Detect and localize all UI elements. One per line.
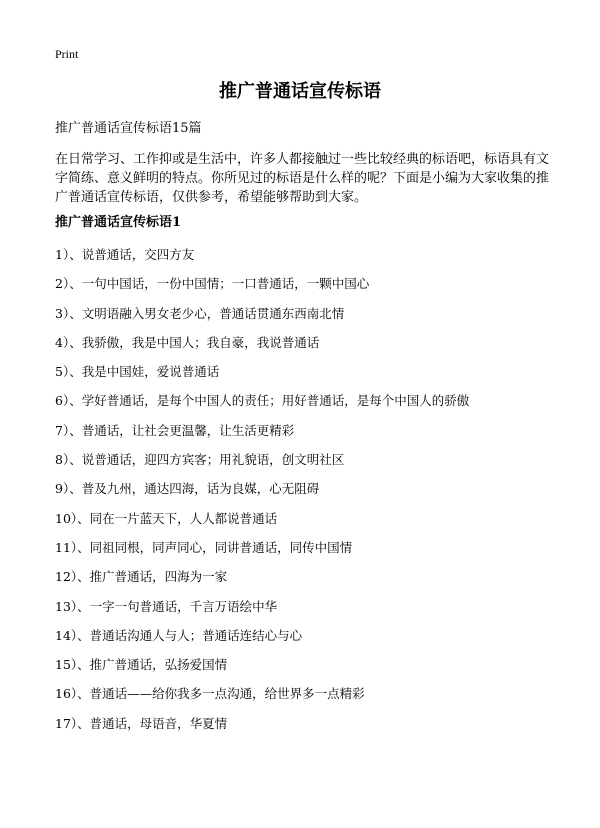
list-item: 3）、文明语融入男女老少心，普通话贯通东西南北情 <box>55 305 345 321</box>
list-item: 1）、说普通话，交四方友 <box>55 247 195 262</box>
list-item: 12）、推广普通话，四海为一家 <box>55 569 228 585</box>
list-item: 7）、普通话，让社会更温馨，让生活更精彩 <box>55 422 295 438</box>
list-item: 6）、学好普通话，是每个中国人的责任；用好普通话，是每个中国人的骄傲 <box>55 393 470 409</box>
list-item: 9）、普及九州，通达四海，话为良媒，心无阻碍 <box>55 481 320 497</box>
intro-paragraph: 在日常学习、工作抑或是生活中，许多人都接触过一些比较经典的标语吧，标语具有文字简练、意义鲜明的特点。你所见过的标语是什么样的呢？下面是小编为大家收集的推广普通话宣传标语，仅供参考，希望能够帮助到大家。 <box>55 152 550 205</box>
list-item: 17）、普通话，母语音，华夏情 <box>55 715 228 731</box>
list-item: 16）、普通话——给你我多一点沟通，给世界多一点精彩 <box>55 686 365 702</box>
list-item: 13）、一字一句普通话，千言万语绘中华 <box>55 598 278 614</box>
list-item: 11）、同祖同根，同声同心，同讲普通话，同传中国情 <box>55 539 353 555</box>
document-subtitle: 推广普通话宣传标语15篇 <box>55 121 202 136</box>
list-item: 14）、普通话沟通人与人；普通话连结心与心 <box>55 627 303 643</box>
list-item: 15）、推广普通话，弘扬爱国情 <box>55 657 228 673</box>
section-heading: 推广普通话宣传标语1 <box>55 215 182 230</box>
list-item: 10）、同在一片蓝天下，人人都说普通话 <box>55 510 278 526</box>
list-item: 2）、一句中国话，一份中国情；一口普通话，一颗中国心 <box>55 276 370 292</box>
print-link[interactable]: Print <box>55 47 79 61</box>
list-item: 4）、我骄傲，我是中国人；我自豪，我说普通话 <box>55 334 320 350</box>
slogan-list <box>55 246 565 744</box>
document-title: 推广普通话宣传标语 <box>219 81 381 102</box>
list-item: 5）、我是中国娃，爱说普通话 <box>55 364 220 380</box>
list-item: 8）、说普通话，迎四方宾客；用礼貌语，创文明社区 <box>55 452 345 468</box>
